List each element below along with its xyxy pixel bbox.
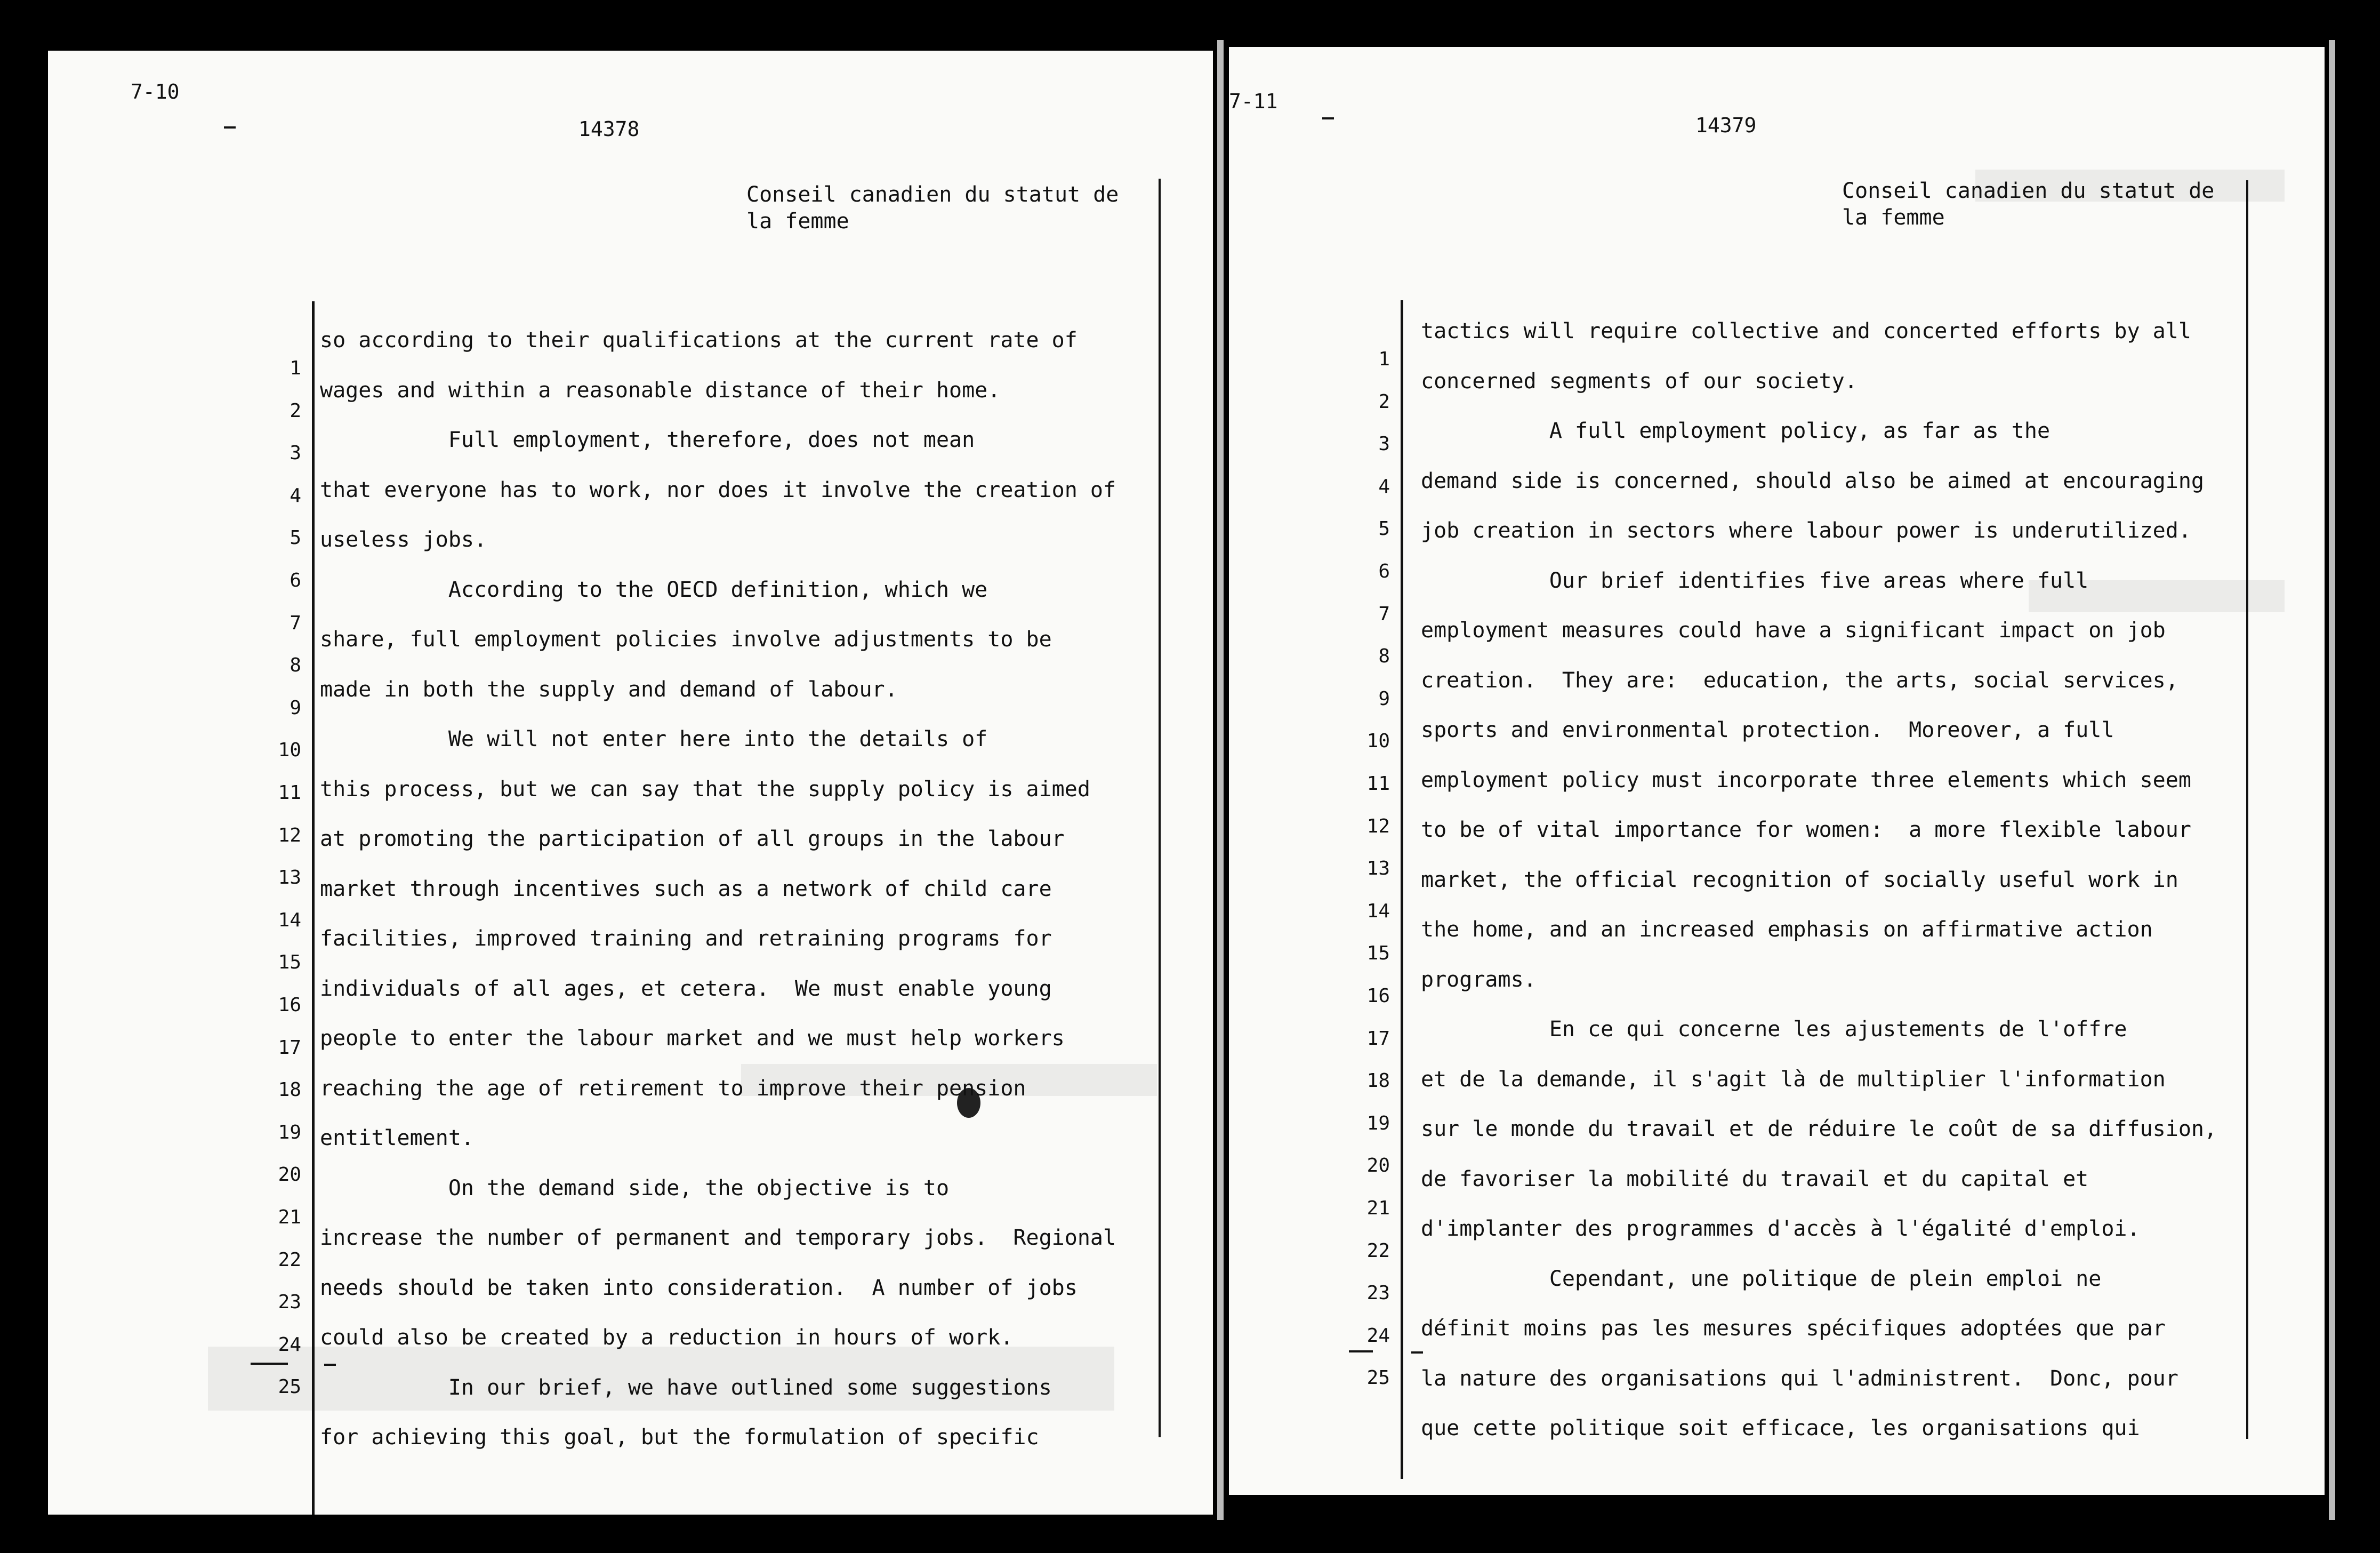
line-number: 14 [1366, 900, 1390, 922]
text-line: the home, and an increased emphasis on affirmative action [1421, 917, 2153, 942]
header-line-2: la femme [746, 209, 849, 234]
header-line-1: Conseil canadien du statut de [1842, 179, 2215, 203]
left-margin-rule [312, 301, 315, 1515]
text-line: individuals of all ages, et cetera. We must enable young [320, 976, 1052, 1001]
corner-tick [1322, 117, 1334, 119]
text-line: Our brief identifies five areas where full [1421, 568, 2089, 593]
line-number: 10 [1366, 730, 1390, 753]
line-number: 3 [290, 442, 301, 465]
line-number: 21 [278, 1206, 301, 1228]
text-line: facilities, improved training and retraining programs for [320, 926, 1052, 951]
line-number: 24 [278, 1333, 301, 1356]
line-number: 2 [1378, 390, 1390, 413]
page-number: 14379 [1695, 114, 1757, 137]
line-25-dash [251, 1363, 288, 1365]
line-number: 8 [1378, 645, 1390, 668]
line-number: 6 [1378, 561, 1390, 582]
text-line: to be of vital importance for women: a more flexible labour [1421, 818, 2191, 842]
left-margin-rule [1401, 300, 1403, 1479]
line-number: 6 [290, 570, 301, 591]
text-line: this process, but we can say that the supply policy is aimed [320, 776, 1090, 802]
page-header [1842, 178, 2214, 231]
line-number: 16 [278, 994, 301, 1016]
line-number: 9 [290, 697, 301, 719]
text-line: la nature des organisations qui l'administrent. Donc, pour [1421, 1366, 2178, 1391]
line-number: 11 [278, 782, 301, 804]
text-line: made in both the supply and demand of labour. [320, 677, 898, 702]
text-line: d'implanter des programmes d'accès à l'égalité d'emploi. [1421, 1216, 2140, 1241]
line-number: 22 [1366, 1239, 1390, 1262]
text-line: could also be created by a reduction in hours of work. [320, 1325, 1014, 1350]
text-line: employment measures could have a significant impact on job [1421, 618, 2166, 643]
text-line: job creation in sectors where labour power is underutilized. [1421, 518, 2191, 543]
line-number: 25 [278, 1376, 301, 1398]
page-number: 14378 [578, 117, 640, 141]
line-number: 25 [1366, 1367, 1390, 1389]
line-number: 22 [278, 1248, 301, 1271]
text-line: According to the OECD definition, which we [320, 577, 988, 602]
line-number: 7 [290, 612, 301, 634]
left-page-edge [1217, 40, 1224, 1520]
text-line: for achieving this goal, but the formulation of specific [320, 1425, 1039, 1450]
text-line: needs should be taken into consideration. A number of jobs [320, 1275, 1078, 1300]
line-number: 1 [290, 357, 301, 379]
page-marker: 7-10 [131, 80, 180, 103]
line-number: 9 [1378, 687, 1390, 710]
line-number: 3 [1378, 433, 1390, 455]
line-number: 17 [278, 1036, 301, 1059]
text-line: demand side is concerned, should also be aimed at encouraging [1421, 468, 2205, 493]
line-number: 20 [1366, 1155, 1390, 1177]
corner-tick [224, 126, 236, 129]
page-marker: 7-11 [1229, 90, 1278, 113]
text-line: Cependant, une politique de plein emploi ne [1421, 1266, 2102, 1291]
line-number: 14 [278, 909, 301, 931]
text-line: programs. [1421, 967, 1537, 992]
text-line: people to enter the labour market and we must help workers [320, 1026, 1065, 1051]
text-line: market, the official recognition of socially useful work in [1421, 867, 2178, 892]
text-line: Full employment, therefore, does not mean [320, 428, 975, 452]
text-line: wages and within a reasonable distance of their home. [320, 378, 1001, 403]
line-number: 17 [1366, 1027, 1390, 1050]
text-line: définit moins pas les mesures spécifiques adoptées que par [1421, 1316, 2166, 1341]
line-25-tick [324, 1364, 336, 1366]
line-number: 7 [1378, 603, 1390, 625]
header-line-2: la femme [1842, 205, 1945, 230]
line-number: 2 [290, 399, 301, 422]
left-page [48, 51, 1213, 1515]
line-number: 12 [1366, 815, 1390, 837]
line-number: 5 [1378, 518, 1390, 540]
line-number: 18 [278, 1079, 301, 1101]
text-line: reaching the age of retirement to improve their pension [320, 1076, 1026, 1101]
line-number: 16 [1366, 985, 1390, 1007]
right-margin-rule [1159, 179, 1161, 1437]
text-line: so according to their qualifications at the current rate of [320, 328, 1078, 353]
text-line: et de la demande, il s'agit là de multiplier l'information [1421, 1067, 2166, 1092]
text-line: que cette politique soit efficace, les organisations qui [1421, 1416, 2140, 1440]
page-header [746, 181, 1119, 235]
text-line: concerned segments of our society. [1421, 369, 1858, 394]
text-line: share, full employment policies involve adjustments to be [320, 627, 1052, 652]
text-line: En ce qui concerne les ajustements de l'offre [1421, 1017, 2127, 1042]
line-number: 1 [1378, 348, 1390, 370]
line-number: 4 [290, 484, 301, 507]
line-number: 18 [1366, 1070, 1390, 1092]
text-line: employment policy must incorporate three elements which seem [1421, 767, 2191, 792]
right-page-edge [2329, 40, 2335, 1520]
line-number: 15 [1366, 942, 1390, 965]
text-line: de favoriser la mobilité du travail et du capital et [1421, 1166, 2089, 1191]
text-line: A full employment policy, as far as the [1421, 419, 2051, 443]
text-line: increase the number of permanent and temporary jobs. Regional [320, 1226, 1116, 1250]
text-line: sports and environmental protection. Moreover, a full [1421, 718, 2114, 742]
text-line: at promoting the participation of all groups in the labour [320, 827, 1065, 851]
text-line: market through incentives such as a network of child care [320, 876, 1052, 901]
line-number: 4 [1378, 475, 1390, 498]
line-number: 11 [1366, 773, 1390, 795]
line-number: 20 [278, 1164, 301, 1186]
line-number: 8 [290, 654, 301, 677]
text-line: sur le monde du travail et de réduire le coût de sa diffusion, [1421, 1117, 2217, 1141]
line-number: 10 [278, 739, 301, 762]
right-margin-rule [2246, 180, 2248, 1439]
line-25-tick [1411, 1351, 1423, 1354]
line-number: 23 [278, 1291, 301, 1314]
right-page [1229, 47, 2325, 1495]
text-line: creation. They are: education, the arts, social services, [1421, 668, 2178, 693]
line-number: 15 [278, 951, 301, 974]
text-line: We will not enter here into the details of [320, 727, 988, 751]
line-number: 13 [1366, 858, 1390, 880]
text-line: In our brief, we have outlined some suggestions [320, 1375, 1052, 1400]
text-line: entitlement. [320, 1126, 474, 1150]
line-number: 24 [1366, 1324, 1390, 1347]
line-number: 13 [278, 867, 301, 889]
line-number: 5 [290, 527, 301, 549]
text-line: that everyone has to work, nor does it involve the creation of [320, 477, 1116, 502]
line-25-dash [1349, 1350, 1373, 1352]
line-number: 12 [278, 824, 301, 846]
header-line-1: Conseil canadien du statut de [746, 182, 1119, 207]
line-number: 21 [1366, 1197, 1390, 1219]
line-number: 23 [1366, 1282, 1390, 1304]
text-line: On the demand side, the objective is to [320, 1175, 950, 1200]
line-number: 19 [1366, 1112, 1390, 1134]
text-line: tactics will require collective and concerted efforts by all [1421, 319, 2191, 343]
text-line: useless jobs. [320, 527, 487, 552]
line-number: 19 [278, 1121, 301, 1143]
